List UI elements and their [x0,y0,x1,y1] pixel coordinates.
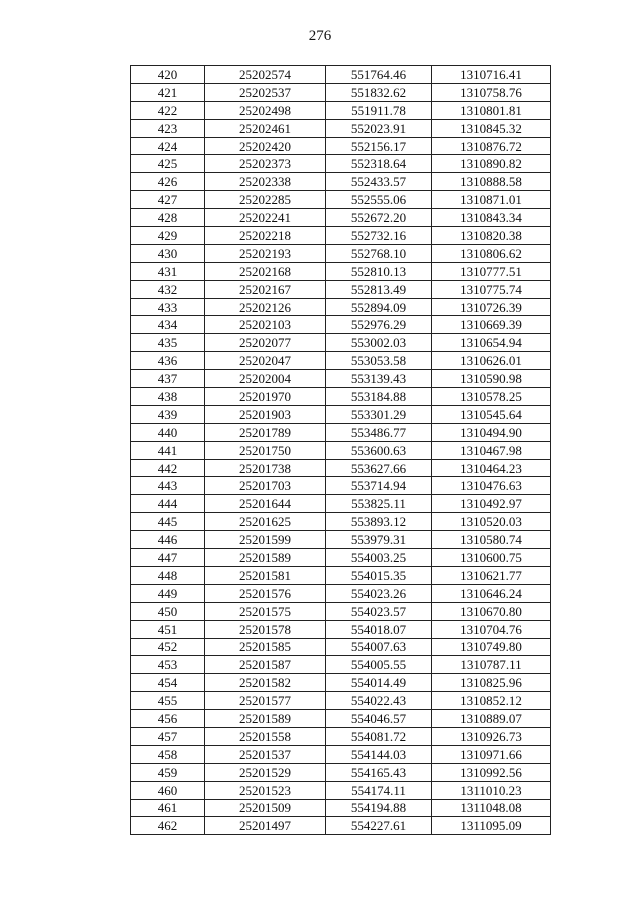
table-row [131,388,551,406]
table-row [131,763,551,781]
x-coordinate-cell: 553002.03 [326,334,432,352]
y-coordinate-cell: 1310777.51 [432,262,551,280]
point-id-cell: 25201587 [205,656,326,674]
point-id-cell: 25202241 [205,209,326,227]
x-coordinate-cell: 554015.35 [326,566,432,584]
x-coordinate-cell: 554007.63 [326,638,432,656]
x-coordinate-cell: 552813.49 [326,280,432,298]
row-index-cell: 459 [131,763,205,781]
row-index-cell: 422 [131,101,205,119]
x-coordinate-cell: 552555.06 [326,191,432,209]
table-row [131,656,551,674]
row-index-cell: 439 [131,405,205,423]
table-row [131,745,551,763]
y-coordinate-cell: 1310726.39 [432,298,551,316]
table-row [131,549,551,567]
point-id-cell: 25201589 [205,549,326,567]
table-row [131,101,551,119]
point-id-cell: 25201577 [205,692,326,710]
point-id-cell: 25202077 [205,334,326,352]
coordinate-table [130,65,551,835]
point-id-cell: 25201589 [205,710,326,728]
point-id-cell: 25201599 [205,531,326,549]
row-index-cell: 454 [131,674,205,692]
row-index-cell: 444 [131,495,205,513]
x-coordinate-cell: 554023.57 [326,602,432,620]
row-index-cell: 432 [131,280,205,298]
y-coordinate-cell: 1310787.11 [432,656,551,674]
row-index-cell: 424 [131,137,205,155]
x-coordinate-cell: 553486.77 [326,423,432,441]
point-id-cell: 25202103 [205,316,326,334]
point-id-cell: 25201558 [205,727,326,745]
x-coordinate-cell: 554194.88 [326,799,432,817]
x-coordinate-cell: 553714.94 [326,477,432,495]
row-index-cell: 453 [131,656,205,674]
point-id-cell: 25202461 [205,119,326,137]
x-coordinate-cell: 554227.61 [326,817,432,835]
row-index-cell: 423 [131,119,205,137]
table-row [131,352,551,370]
point-id-cell: 25201576 [205,584,326,602]
table-row [131,334,551,352]
row-index-cell: 448 [131,566,205,584]
table-row [131,584,551,602]
x-coordinate-cell: 553627.66 [326,459,432,477]
point-id-cell: 25201585 [205,638,326,656]
point-id-cell: 25201575 [205,602,326,620]
x-coordinate-cell: 554003.25 [326,549,432,567]
table-row [131,227,551,245]
y-coordinate-cell: 1310971.66 [432,745,551,763]
y-coordinate-cell: 1310749.80 [432,638,551,656]
table-row [131,799,551,817]
point-id-cell: 25201497 [205,817,326,835]
x-coordinate-cell: 554046.57 [326,710,432,728]
point-id-cell: 25201970 [205,388,326,406]
point-id-cell: 25202498 [205,101,326,119]
x-coordinate-cell: 552433.57 [326,173,432,191]
y-coordinate-cell: 1310621.77 [432,566,551,584]
point-id-cell: 25202047 [205,352,326,370]
y-coordinate-cell: 1310775.74 [432,280,551,298]
table-row [131,566,551,584]
y-coordinate-cell: 1310716.41 [432,66,551,84]
row-index-cell: 455 [131,692,205,710]
point-id-cell: 25202218 [205,227,326,245]
table-row [131,316,551,334]
y-coordinate-cell: 1310825.96 [432,674,551,692]
row-index-cell: 456 [131,710,205,728]
x-coordinate-cell: 553979.31 [326,531,432,549]
point-id-cell: 25202285 [205,191,326,209]
point-id-cell: 25201581 [205,566,326,584]
point-id-cell: 25202004 [205,370,326,388]
table-row [131,173,551,191]
row-index-cell: 428 [131,209,205,227]
point-id-cell: 25202167 [205,280,326,298]
x-coordinate-cell: 554018.07 [326,620,432,638]
x-coordinate-cell: 553825.11 [326,495,432,513]
y-coordinate-cell: 1310670.80 [432,602,551,620]
row-index-cell: 437 [131,370,205,388]
x-coordinate-cell: 551911.78 [326,101,432,119]
x-coordinate-cell: 554023.26 [326,584,432,602]
y-coordinate-cell: 1310626.01 [432,352,551,370]
y-coordinate-cell: 1310600.75 [432,549,551,567]
table-row [131,727,551,745]
y-coordinate-cell: 1310845.32 [432,119,551,137]
x-coordinate-cell: 554174.11 [326,781,432,799]
row-index-cell: 420 [131,66,205,84]
x-coordinate-cell: 552318.64 [326,155,432,173]
table-row [131,674,551,692]
y-coordinate-cell: 1310876.72 [432,137,551,155]
row-index-cell: 438 [131,388,205,406]
y-coordinate-cell: 1311095.09 [432,817,551,835]
table-row [131,495,551,513]
row-index-cell: 449 [131,584,205,602]
x-coordinate-cell: 553184.88 [326,388,432,406]
x-coordinate-cell: 553053.58 [326,352,432,370]
table-row [131,692,551,710]
row-index-cell: 452 [131,638,205,656]
y-coordinate-cell: 1310926.73 [432,727,551,745]
y-coordinate-cell: 1310476.63 [432,477,551,495]
table-row [131,244,551,262]
x-coordinate-cell: 552894.09 [326,298,432,316]
y-coordinate-cell: 1310494.90 [432,423,551,441]
row-index-cell: 442 [131,459,205,477]
x-coordinate-cell: 554165.43 [326,763,432,781]
y-coordinate-cell: 1310852.12 [432,692,551,710]
y-coordinate-cell: 1310820.38 [432,227,551,245]
row-index-cell: 458 [131,745,205,763]
row-index-cell: 441 [131,441,205,459]
point-id-cell: 25201625 [205,513,326,531]
row-index-cell: 450 [131,602,205,620]
point-id-cell: 25201703 [205,477,326,495]
y-coordinate-cell: 1310580.74 [432,531,551,549]
y-coordinate-cell: 1310669.39 [432,316,551,334]
row-index-cell: 429 [131,227,205,245]
y-coordinate-cell: 1310654.94 [432,334,551,352]
table-row [131,817,551,835]
table-row [131,66,551,84]
table-row [131,209,551,227]
y-coordinate-cell: 1310758.76 [432,83,551,101]
point-id-cell: 25201537 [205,745,326,763]
x-coordinate-cell: 554022.43 [326,692,432,710]
row-index-cell: 426 [131,173,205,191]
row-index-cell: 447 [131,549,205,567]
point-id-cell: 25201738 [205,459,326,477]
point-id-cell: 25202420 [205,137,326,155]
table-row [131,137,551,155]
point-id-cell: 25201789 [205,423,326,441]
x-coordinate-cell: 552768.10 [326,244,432,262]
row-index-cell: 435 [131,334,205,352]
table-row [131,513,551,531]
point-id-cell: 25201529 [205,763,326,781]
row-index-cell: 425 [131,155,205,173]
point-id-cell: 25202373 [205,155,326,173]
coordinate-table-body [131,66,551,835]
table-row [131,620,551,638]
x-coordinate-cell: 553893.12 [326,513,432,531]
point-id-cell: 25201644 [205,495,326,513]
y-coordinate-cell: 1310843.34 [432,209,551,227]
table-row [131,83,551,101]
x-coordinate-cell: 551764.46 [326,66,432,84]
y-coordinate-cell: 1311010.23 [432,781,551,799]
x-coordinate-cell: 554144.03 [326,745,432,763]
x-coordinate-cell: 551832.62 [326,83,432,101]
y-coordinate-cell: 1310464.23 [432,459,551,477]
x-coordinate-cell: 552156.17 [326,137,432,155]
point-id-cell: 25201582 [205,674,326,692]
y-coordinate-cell: 1310467.98 [432,441,551,459]
row-index-cell: 457 [131,727,205,745]
y-coordinate-cell: 1310806.62 [432,244,551,262]
table-row [131,119,551,137]
row-index-cell: 451 [131,620,205,638]
x-coordinate-cell: 552672.20 [326,209,432,227]
row-index-cell: 421 [131,83,205,101]
y-coordinate-cell: 1310890.82 [432,155,551,173]
point-id-cell: 25201750 [205,441,326,459]
table-row [131,298,551,316]
x-coordinate-cell: 553301.29 [326,405,432,423]
point-id-cell: 25202126 [205,298,326,316]
y-coordinate-cell: 1310646.24 [432,584,551,602]
y-coordinate-cell: 1310520.03 [432,513,551,531]
x-coordinate-cell: 553600.63 [326,441,432,459]
table-row [131,191,551,209]
row-index-cell: 461 [131,799,205,817]
y-coordinate-cell: 1310992.56 [432,763,551,781]
table-row [131,531,551,549]
y-coordinate-cell: 1310492.97 [432,495,551,513]
y-coordinate-cell: 1310889.07 [432,710,551,728]
x-coordinate-cell: 552810.13 [326,262,432,280]
y-coordinate-cell: 1310888.58 [432,173,551,191]
y-coordinate-cell: 1310590.98 [432,370,551,388]
point-id-cell: 25201523 [205,781,326,799]
table-row [131,280,551,298]
table-row [131,370,551,388]
y-coordinate-cell: 1310704.76 [432,620,551,638]
x-coordinate-cell: 554005.55 [326,656,432,674]
table-row [131,602,551,620]
row-index-cell: 460 [131,781,205,799]
page-number: 276 [308,28,332,44]
x-coordinate-cell: 552732.16 [326,227,432,245]
row-index-cell: 445 [131,513,205,531]
row-index-cell: 434 [131,316,205,334]
x-coordinate-cell: 554081.72 [326,727,432,745]
point-id-cell: 25202537 [205,83,326,101]
row-index-cell: 443 [131,477,205,495]
row-index-cell: 440 [131,423,205,441]
point-id-cell: 25202338 [205,173,326,191]
table-row [131,710,551,728]
table-row [131,781,551,799]
table-row [131,405,551,423]
row-index-cell: 433 [131,298,205,316]
x-coordinate-cell: 552023.91 [326,119,432,137]
point-id-cell: 25202574 [205,66,326,84]
table-row [131,155,551,173]
row-index-cell: 436 [131,352,205,370]
x-coordinate-cell: 553139.43 [326,370,432,388]
table-row [131,638,551,656]
y-coordinate-cell: 1310871.01 [432,191,551,209]
y-coordinate-cell: 1311048.08 [432,799,551,817]
point-id-cell: 25202193 [205,244,326,262]
row-index-cell: 427 [131,191,205,209]
row-index-cell: 462 [131,817,205,835]
point-id-cell: 25201509 [205,799,326,817]
table-row [131,423,551,441]
x-coordinate-cell: 552976.29 [326,316,432,334]
table-row [131,441,551,459]
row-index-cell: 430 [131,244,205,262]
coordinate-table-container [130,65,551,835]
y-coordinate-cell: 1310578.25 [432,388,551,406]
point-id-cell: 25201578 [205,620,326,638]
point-id-cell: 25202168 [205,262,326,280]
row-index-cell: 431 [131,262,205,280]
table-row [131,459,551,477]
row-index-cell: 446 [131,531,205,549]
point-id-cell: 25201903 [205,405,326,423]
table-row [131,262,551,280]
x-coordinate-cell: 554014.49 [326,674,432,692]
table-row [131,477,551,495]
y-coordinate-cell: 1310545.64 [432,405,551,423]
y-coordinate-cell: 1310801.81 [432,101,551,119]
